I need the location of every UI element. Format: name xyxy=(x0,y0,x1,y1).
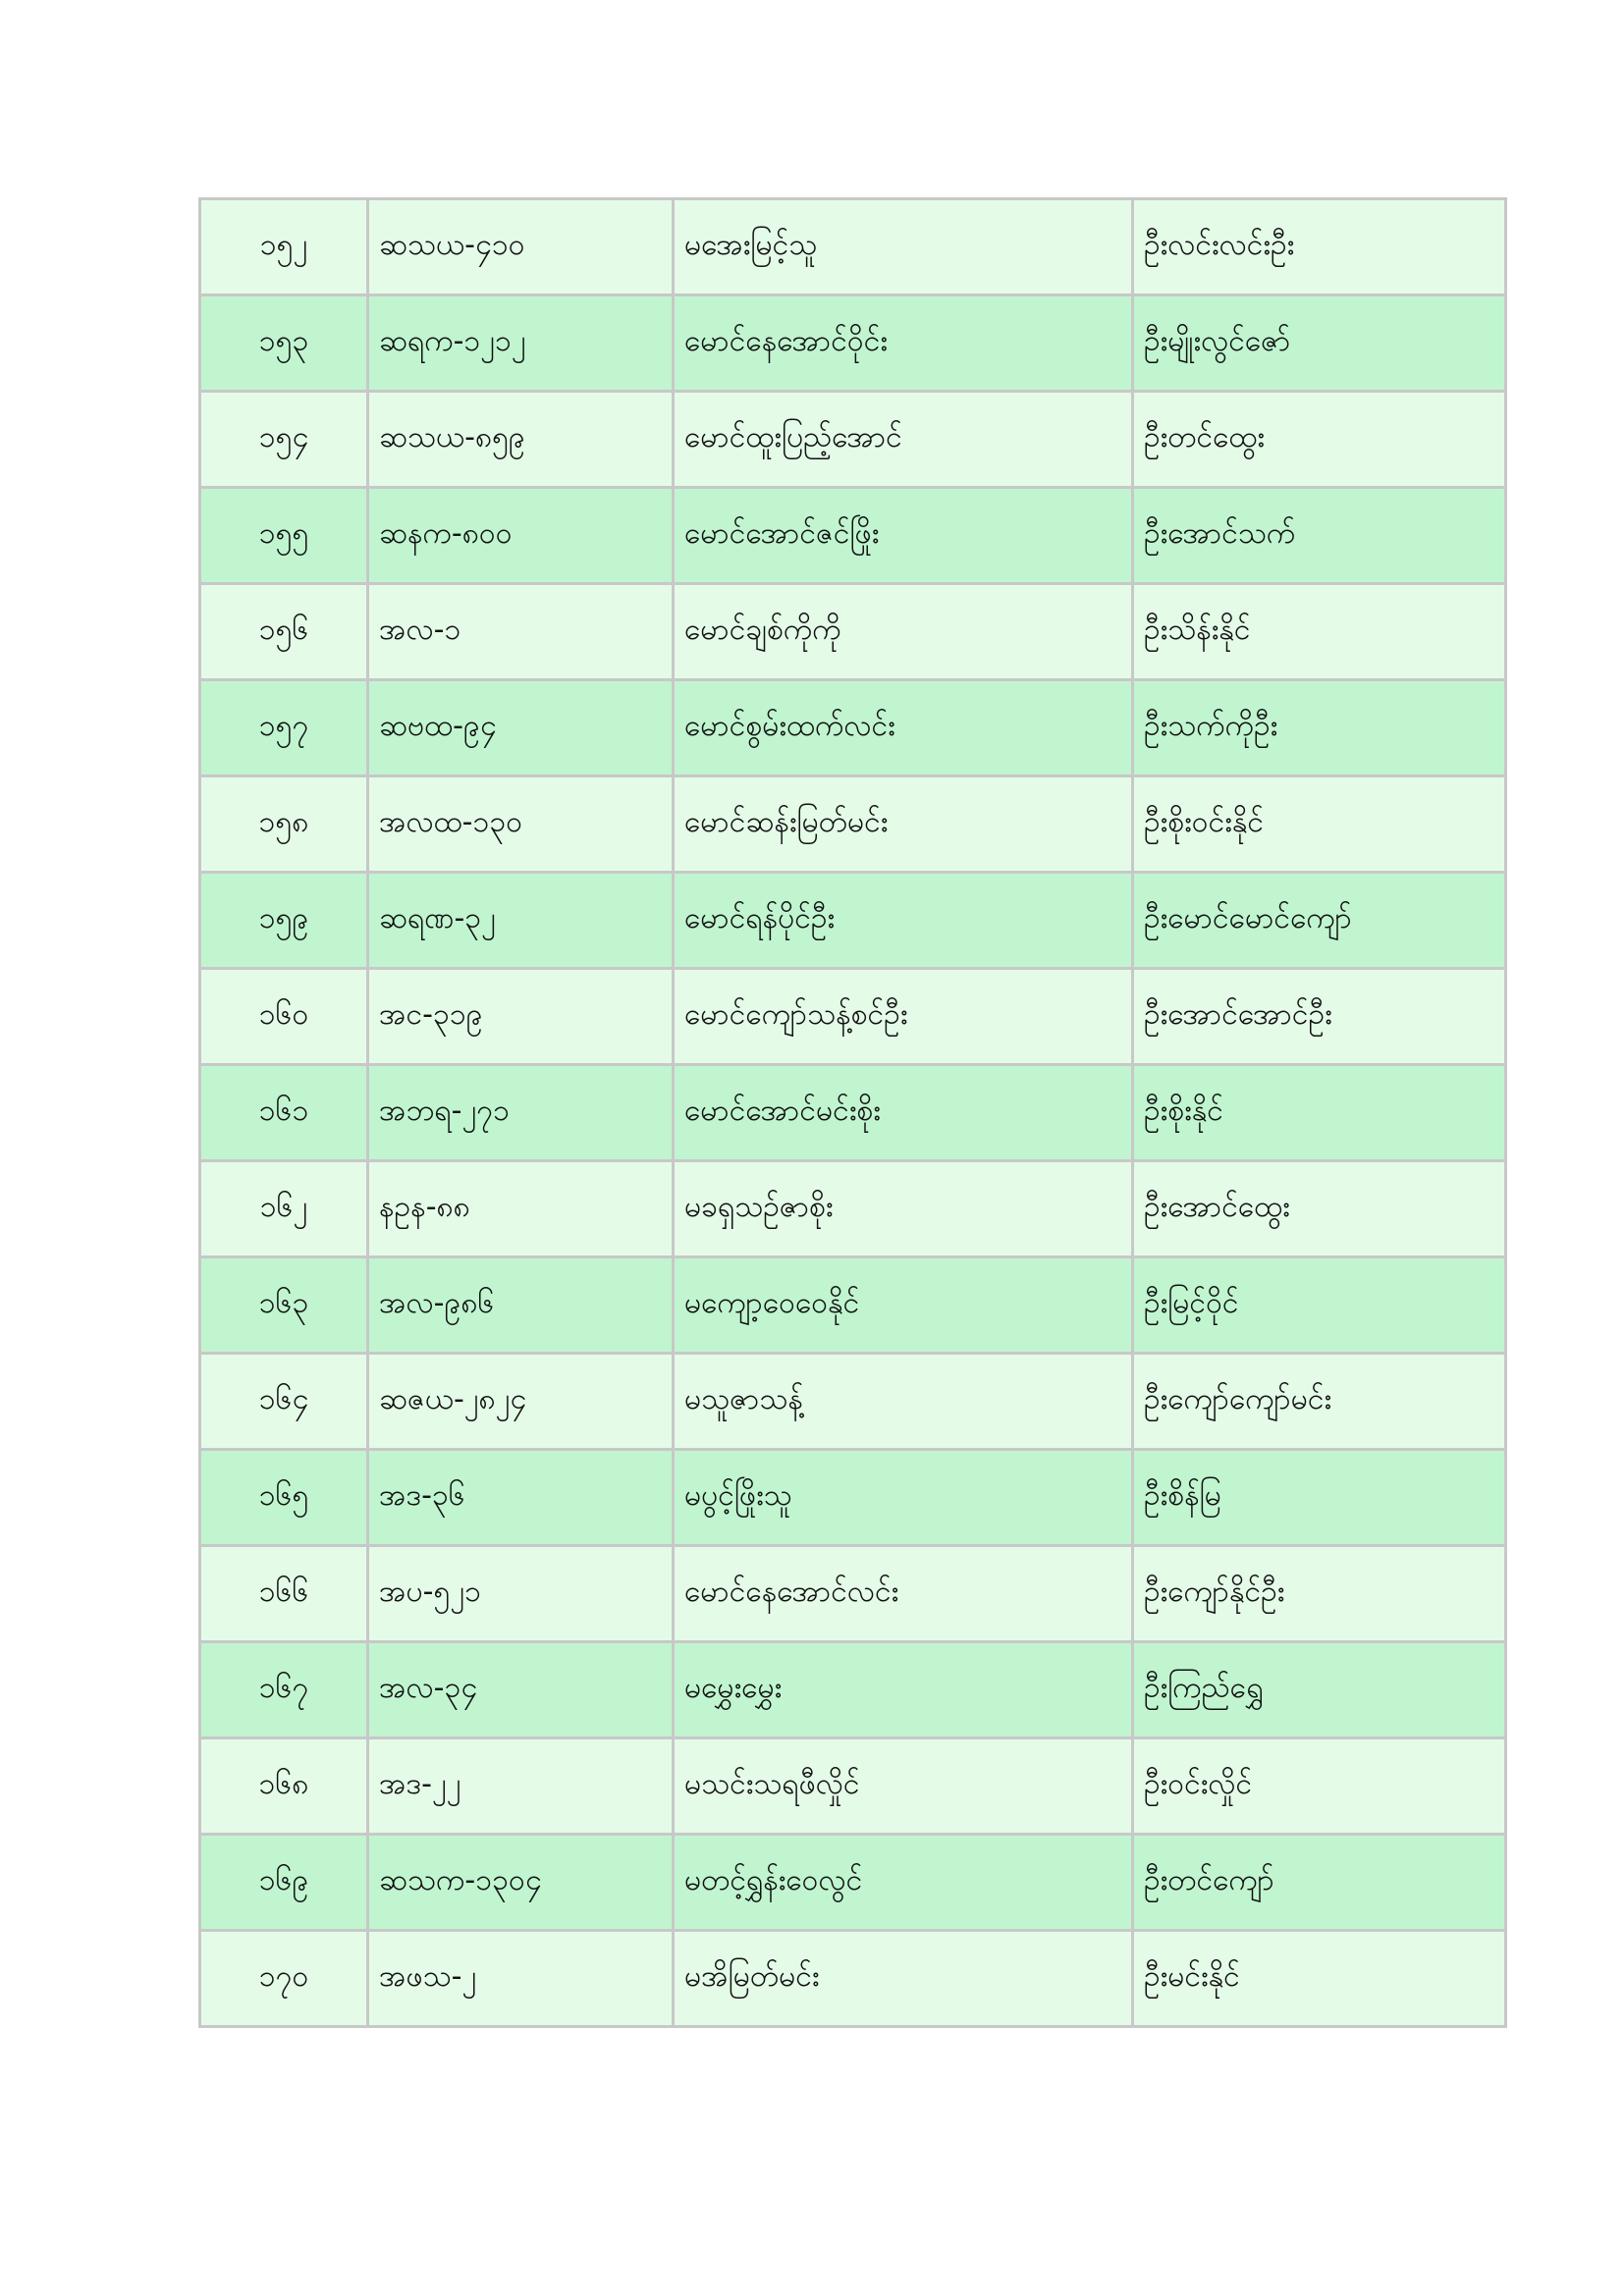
father-name-cell: ဦးကျော်ကျော်မင်း xyxy=(1133,1354,1506,1450)
father-name-cell: ဦးကြည်ရွှေ xyxy=(1133,1642,1506,1738)
table-row xyxy=(200,680,1506,776)
table-row xyxy=(200,873,1506,969)
nrc-number-cell: အလထ-၁၃၀ xyxy=(368,776,674,873)
nrc-number-cell: ဆဗထ-၉၄ xyxy=(368,680,674,776)
father-name-cell: ဦးကျော်နိုင်ဦး xyxy=(1133,1546,1506,1642)
father-name-cell: ဦးမြင့်ဝိုင် xyxy=(1133,1257,1506,1354)
father-name-cell: ဦးအောင်အောင်ဦး xyxy=(1133,969,1506,1065)
table-row xyxy=(200,295,1506,392)
father-name-cell: ဦးစိုးဝင်းနိုင် xyxy=(1133,776,1506,873)
table-row xyxy=(200,1161,1506,1257)
name-cell: မပွင့်ဖြိုးသူ xyxy=(674,1450,1133,1546)
name-cell: မောင်နေအောင်လင်း xyxy=(674,1546,1133,1642)
table-row xyxy=(200,488,1506,584)
row-number-cell: ၁၆၉ xyxy=(200,1835,368,1931)
row-number-cell: ၁၅၅ xyxy=(200,488,368,584)
row-number-cell: ၁၅၇ xyxy=(200,680,368,776)
name-cell: မတင့်ရွှန်းဝေလွင် xyxy=(674,1835,1133,1931)
name-cell: မောင်အောင်ဇင်ဖြိုး xyxy=(674,488,1133,584)
table-row xyxy=(200,1835,1506,1931)
row-number-cell: ၁၅၈ xyxy=(200,776,368,873)
name-cell: မောင်ထူးပြည့်အောင် xyxy=(674,392,1133,488)
nrc-number-cell: အလ-၉၈၆ xyxy=(368,1257,674,1354)
table-row xyxy=(200,969,1506,1065)
name-cell: မောင်ရန်ပိုင်ဦး xyxy=(674,873,1133,969)
nrc-number-cell: ဆရက-၁၂၁၂ xyxy=(368,295,674,392)
row-number-cell: ၁၆၂ xyxy=(200,1161,368,1257)
father-name-cell: ဦးတင်ကျော် xyxy=(1133,1835,1506,1931)
row-number-cell: ၁၅၉ xyxy=(200,873,368,969)
name-cell: မအေးမြင့်သူ xyxy=(674,199,1133,295)
name-cell: မောင်ချစ်ကိုကို xyxy=(674,584,1133,680)
table-row xyxy=(200,1257,1506,1354)
row-number-cell: ၁၆၄ xyxy=(200,1354,368,1450)
father-name-cell: ဦးမျိုးလွင်ဇော် xyxy=(1133,295,1506,392)
father-name-cell: ဦးလင်းလင်းဦး xyxy=(1133,199,1506,295)
nrc-number-cell: အဒ-၂၂ xyxy=(368,1738,674,1835)
nrc-number-cell: ဆနက-၈၀၀ xyxy=(368,488,674,584)
nrc-number-cell: နဥန-၈၈ xyxy=(368,1161,674,1257)
table-row xyxy=(200,1450,1506,1546)
table-row xyxy=(200,1065,1506,1161)
table-row xyxy=(200,1642,1506,1738)
name-cell: မမွှေးမွှေး xyxy=(674,1642,1133,1738)
nrc-number-cell: အပ-၅၂၁ xyxy=(368,1546,674,1642)
father-name-cell: ဦးတင်ထွေး xyxy=(1133,392,1506,488)
father-name-cell: ဦးဝင်းလှိုင် xyxy=(1133,1738,1506,1835)
father-name-cell: ဦးသက်ကိုဦး xyxy=(1133,680,1506,776)
nrc-number-cell: ဆဇယ-၂၈၂၄ xyxy=(368,1354,674,1450)
roster-table-body xyxy=(200,199,1506,2027)
nrc-number-cell: ဆသယ-၄၁၀ xyxy=(368,199,674,295)
row-number-cell: ၁၆၅ xyxy=(200,1450,368,1546)
table-row xyxy=(200,1546,1506,1642)
father-name-cell: ဦးအောင်ထွေး xyxy=(1133,1161,1506,1257)
table-row xyxy=(200,199,1506,295)
row-number-cell: ၁၅၄ xyxy=(200,392,368,488)
row-number-cell: ၁၆၃ xyxy=(200,1257,368,1354)
row-number-cell: ၁၅၆ xyxy=(200,584,368,680)
row-number-cell: ၁၅၃ xyxy=(200,295,368,392)
nrc-number-cell: ဆရဏ-၃၂ xyxy=(368,873,674,969)
row-number-cell: ၁၅၂ xyxy=(200,199,368,295)
name-cell: မအိမြတ်မင်း xyxy=(674,1931,1133,2027)
table-row xyxy=(200,1738,1506,1835)
name-cell: မောင်နေအောင်ဝိုင်း xyxy=(674,295,1133,392)
nrc-number-cell: ဆသက-၁၃၀၄ xyxy=(368,1835,674,1931)
name-cell: မသင်းသရဖီလှိုင် xyxy=(674,1738,1133,1835)
row-number-cell: ၁၆၈ xyxy=(200,1738,368,1835)
father-name-cell: ဦးသိန်းနိုင် xyxy=(1133,584,1506,680)
name-cell: မောင်ဆန်းမြတ်မင်း xyxy=(674,776,1133,873)
nrc-number-cell: အလ-၃၄ xyxy=(368,1642,674,1738)
roster-table xyxy=(198,197,1507,2028)
name-cell: မောင်ကျော်သန့်စင်ဦး xyxy=(674,969,1133,1065)
table-row xyxy=(200,1354,1506,1450)
father-name-cell: ဦးစိန်မြ xyxy=(1133,1450,1506,1546)
row-number-cell: ၁၆၇ xyxy=(200,1642,368,1738)
father-name-cell: ဦးမောင်မောင်ကျော် xyxy=(1133,873,1506,969)
name-cell: မောင်အောင်မင်းစိုး xyxy=(674,1065,1133,1161)
nrc-number-cell: အဘရ-၂၇၁ xyxy=(368,1065,674,1161)
father-name-cell: ဦးမင်းနိုင် xyxy=(1133,1931,1506,2027)
row-number-cell: ၁၇၀ xyxy=(200,1931,368,2027)
row-number-cell: ၁၆၁ xyxy=(200,1065,368,1161)
name-cell: မသူဇာသန့် xyxy=(674,1354,1133,1450)
nrc-number-cell: အလ-၁ xyxy=(368,584,674,680)
name-cell: မကျော့ဝေဝေနိုင် xyxy=(674,1257,1133,1354)
father-name-cell: ဦးစိုးနိုင် xyxy=(1133,1065,1506,1161)
name-cell: မောင်စွမ်းထက်လင်း xyxy=(674,680,1133,776)
father-name-cell: ဦးအောင်သက် xyxy=(1133,488,1506,584)
row-number-cell: ၁၆၀ xyxy=(200,969,368,1065)
table-row xyxy=(200,1931,1506,2027)
table-row xyxy=(200,584,1506,680)
name-cell: မခရှသဉ်ဇာစိုး xyxy=(674,1161,1133,1257)
nrc-number-cell: အဖသ-၂ xyxy=(368,1931,674,2027)
nrc-number-cell: အဒ-၃၆ xyxy=(368,1450,674,1546)
nrc-number-cell: ဆသယ-၈၅၉ xyxy=(368,392,674,488)
nrc-number-cell: အင-၃၁၉ xyxy=(368,969,674,1065)
table-row xyxy=(200,392,1506,488)
row-number-cell: ၁၆၆ xyxy=(200,1546,368,1642)
table-row xyxy=(200,776,1506,873)
